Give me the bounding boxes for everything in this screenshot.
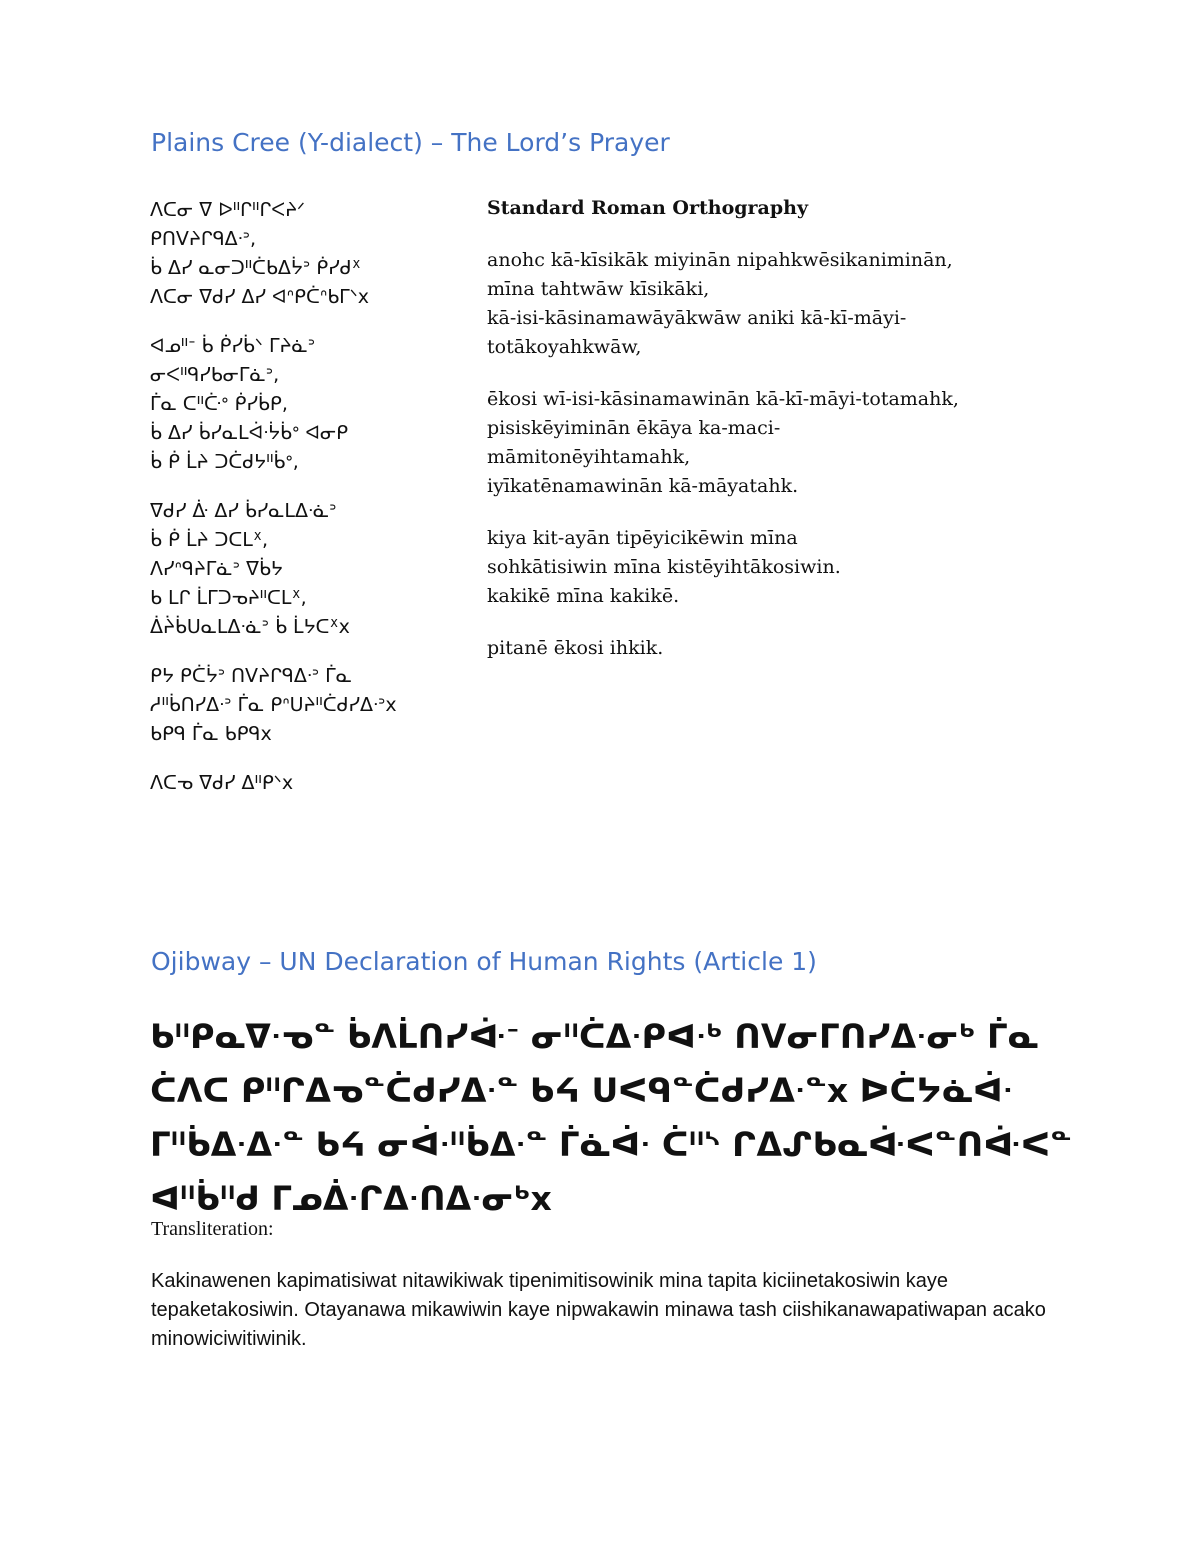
syllabics-stanza xyxy=(150,196,470,312)
text-line: ᑭᔭ ᑭᑖᔮᐣ ᑎᐯᔨᒋᑫᐃᐧᐣ ᒦᓇ xyxy=(150,665,352,687)
syllabics-stanza xyxy=(150,662,470,749)
text-line: ᑲᑭᑫ ᒦᓇ ᑲᑭᑫx xyxy=(150,723,272,745)
text-line: totākoyahkwāw, xyxy=(487,336,642,358)
text-line: sohkātisiwin mīna kistēyihtākosiwin. xyxy=(487,556,841,578)
text-line: ᑳ ᑮ ᒫᔨ ᑐᑖᑯᔭᐦᑳᐤ, xyxy=(150,451,299,473)
text-line: kakikē mīna kakikē. xyxy=(487,585,680,607)
text-line: ᓂᐸᐦᑫᓯᑲᓂᒥᓈᐣ, xyxy=(150,364,280,386)
text-line: ᑳ ᐃᓯ ᓇᓂᑐᐦᑖᑲᐃᔮᐣ ᑮᓯᑯᕽ xyxy=(150,257,361,279)
roman-orthography-title: Standard Roman Orthography xyxy=(487,197,809,219)
text-line: ᐱᑕᓀ ᐁᑯᓯ ᐃᐦᑭᐠx xyxy=(150,772,294,794)
roman-stanza xyxy=(487,385,1087,501)
section-heading-ojibway: Ojibway – UN Declaration of Human Rights (Article 1) xyxy=(151,947,817,976)
text-line: ᐄᔩᑳᑌᓇᒪᐃᐧᓈᐣ ᑳ ᒫᔭᑕᕽx xyxy=(150,616,350,638)
text-line: ēkosi wī-isi-kāsinamawinān kā-kī-māyi-totamahk, xyxy=(487,388,959,410)
roman-stanza xyxy=(487,524,1087,611)
text-line: māmitonēyihtamahk, xyxy=(487,446,691,468)
text-line: ᑳ ᑮ ᒫᔨ ᑐᑕᒪᕽ, xyxy=(150,529,269,551)
text-line: ᒦᓇ ᑕᐦᑤᐤ ᑮᓯᑳᑭ, xyxy=(150,393,288,415)
syllabics-stanza xyxy=(150,332,470,477)
ojibway-syllabics-line: ᒥᐦᑳᐃᐧᐃᐧᓐ ᑲᔦ ᓂᐋᐧᐦᑳᐃᐧᓐ ᒦᓈᐋᐧ ᑖᐦᔅ ᒋᐃᔑᑲᓇᐚᐸᓐᑎᐚᐸᓐ xyxy=(150,1125,1072,1164)
text-line: mīna tahtwāw kīsikāki, xyxy=(487,278,710,300)
text-line: ᐁᑯᓯ ᐑ ᐃᓯ ᑳᓯᓇᒪᐃᐧᓈᐣ xyxy=(150,500,337,522)
text-line: ᐱᑕᓂ ᐁ ᐅᐦᒋᐦᒋᐸᔨᐟ xyxy=(150,199,306,221)
text-line: ᐱᑕᓂ ᐁᑯᓯ ᐃᓯ ᐊᐢᑭᑖᐢᑲᒥᐠx xyxy=(150,286,370,308)
roman-stanza xyxy=(487,246,1087,362)
cree-syllabics-column xyxy=(150,196,470,818)
text-line: pitanē ēkosi ihkik. xyxy=(487,637,664,659)
syllabics-stanza xyxy=(150,769,470,798)
text-line: ᐱᓯᐢᑫᔨᒥᓈᐣ ᐁᑳᔭ xyxy=(150,558,283,580)
ojibway-syllabics-line: ᑖᐱᑕ ᑭᐦᒋᐃᓀᓐᑖᑯᓯᐃᐧᓐ ᑲᔦ ᑌᐸᑫᓐᑖᑯᓯᐃᐧᓐx ᐅᑖᔭᓈᐋᐧ xyxy=(150,1071,1013,1110)
transliteration-label: Transliteration: xyxy=(151,1218,274,1240)
text-line: ᑳ ᐃᓯ ᑳᓯᓇᒪᐋᐧᔮᑳᐤ ᐊᓂᑭ xyxy=(150,422,349,444)
roman-orthography-column xyxy=(487,194,1087,686)
text-line: kiya kit-ayān tipēyicikēwin mīna xyxy=(487,527,798,549)
text-line: ᑲ ᒪᒋ ᒫᒥᑐᓀᔨᐦᑕᒪᕽ, xyxy=(150,587,307,609)
text-line: anohc kā-kīsikāk miyinān nipahkwēsikaniminān, xyxy=(487,249,953,271)
syllabics-stanza xyxy=(150,497,470,642)
text-line: ᑭᑎᐯᔨᒋᑫᐃᐧᐣ, xyxy=(150,228,257,250)
transliteration-text: Kakinawenen kapimatisiwat nitawikiwak tipenimitisowinik mina tapita kiciinetakosiwin kaye tepaketakosiwin. Otayanawa mikawiwin kaye nipwakawin minawa tash ciishikanawapatiwapan acako minowiciwitiwinik. xyxy=(151,1270,1046,1350)
section-heading-plains-cree: Plains Cree (Y-dialect) – The Lord’s Prayer xyxy=(151,128,670,157)
text-line: pisiskēyiminān ēkāya ka-maci- xyxy=(487,417,781,439)
text-line: iyīkatēnamawinān kā-māyatahk. xyxy=(487,475,799,497)
ojibway-syllabics-block xyxy=(150,1010,1150,1226)
ojibway-syllabics-line: ᐊᐦᑳᐦᑯ ᒥᓄᐄᐧᒋᐃᐧᑎᐃᐧᓂᒃx xyxy=(150,1179,552,1218)
text-line: kā-isi-kāsinamawāyākwāw aniki kā-kī-māyi- xyxy=(487,307,907,329)
text-line: ᓱᐦᑳᑎᓯᐃᐧᐣ ᒦᓇ ᑭᐢᑌᔨᐦᑖᑯᓯᐃᐧᐣx xyxy=(150,694,397,716)
text-line: ᐊᓄᐦᐨ ᑳ ᑮᓯᑳᐠ ᒥᔨᓈᐣ xyxy=(150,335,316,357)
roman-stanza xyxy=(487,634,1087,663)
ojibway-syllabics-line: ᑲᐦᑭᓇᐁᐧᓀᓐ ᑳᐱᒫᑎᓯᐚᐨ ᓂᐦᑖᐃᐧᑭᐊᐧᒃ ᑎᐯᓂᒥᑎᓯᐃᐧᓂᒃ ᒦᓇ xyxy=(150,1017,1039,1056)
